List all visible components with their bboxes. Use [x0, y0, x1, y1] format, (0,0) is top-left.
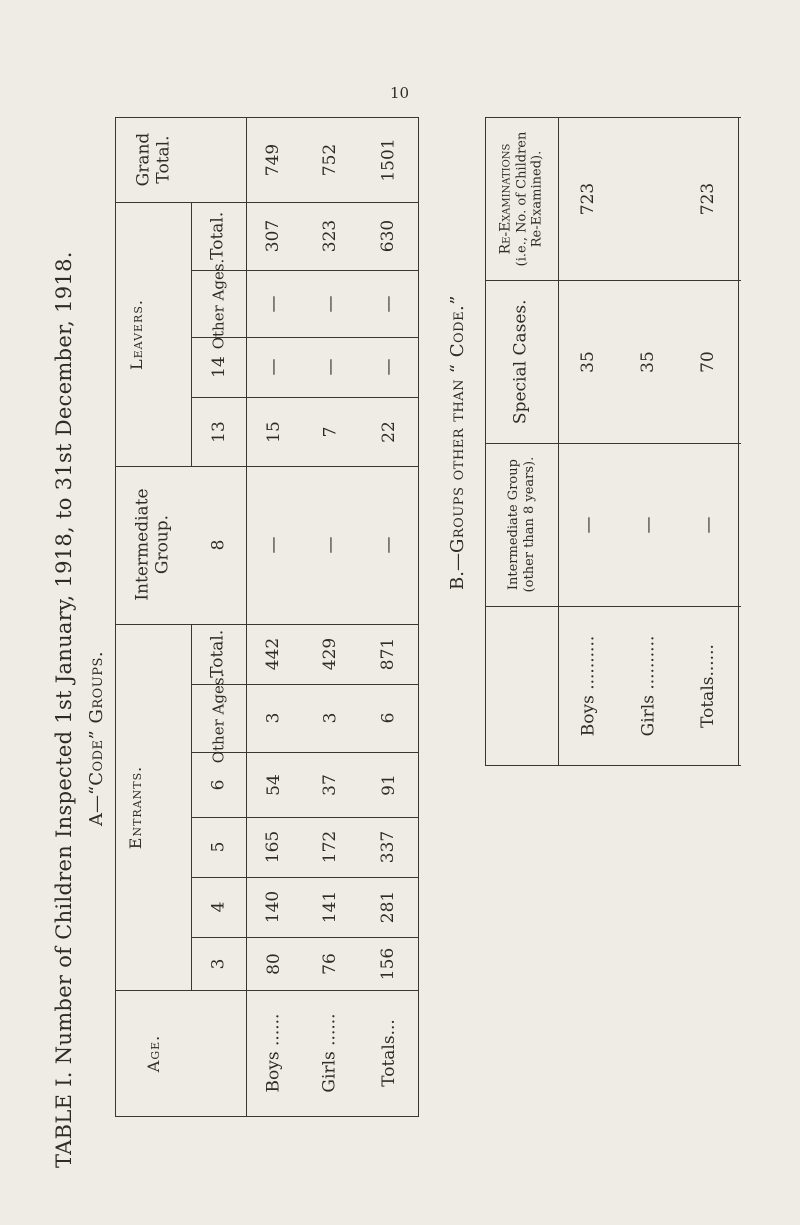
special-totals: 70	[697, 350, 718, 373]
entrants-total-boys: 442	[263, 637, 284, 671]
intermediate-b-boys: —	[578, 516, 598, 533]
leavers-13-girls: 7	[319, 426, 340, 437]
leavers-header: Leavers.	[126, 298, 146, 370]
entrants-4-totals: 281	[378, 890, 399, 924]
table-subtitle	[86, 651, 107, 826]
row-label-boys: Boys ......	[263, 1013, 284, 1093]
row-label-totals: Totals...	[378, 1019, 399, 1087]
leavers-13-totals: 22	[378, 420, 399, 443]
intermediate-b-header: Intermediate Group (other than 8 years).	[505, 456, 537, 593]
leavers-other-boys: —	[263, 295, 284, 312]
entrants-6-totals: 91	[378, 773, 399, 796]
entrants-5-boys: 165	[263, 830, 284, 864]
entrants-3-girls: 76	[319, 952, 340, 975]
leavers-total-girls: 323	[319, 219, 340, 253]
leavers-col-other-ages: Other Ages.	[209, 258, 228, 349]
special-header: Special Cases.	[510, 299, 531, 424]
entrants-header: Entrants.	[126, 765, 146, 849]
reexam-totals: 723	[697, 182, 718, 215]
entrants-other-girls: 3	[319, 712, 340, 724]
reexam-boys: 723	[577, 182, 598, 215]
leavers-14-totals: —	[378, 358, 399, 376]
subtitle-prefix: A—“	[86, 785, 107, 826]
entrants-6-girls: 37	[319, 773, 340, 796]
b-row-label-girls: Girls ..........	[638, 635, 658, 736]
entrants-total-totals: 871	[378, 637, 399, 671]
other-groups-table	[485, 117, 741, 767]
entrants-col-total: Total.	[207, 629, 228, 679]
entrants-other-totals: 6	[378, 712, 399, 724]
table-title: TABLE I. Number of Children Inspected 1st January, 1918, to 31st December, 1918.	[52, 251, 76, 1168]
code-groups-table	[115, 117, 419, 1117]
subtitle-code: Code	[86, 739, 107, 786]
leavers-14-boys: —	[263, 358, 284, 376]
grand-total-header: Grand Total.	[132, 132, 173, 187]
entrants-other-boys: 3	[263, 712, 284, 724]
entrants-total-girls: 429	[319, 637, 340, 671]
entrants-4-boys: 140	[263, 890, 284, 924]
subtitle-suffix: ” Groups.	[86, 650, 107, 740]
table-b-title: B.—Groups other than “ Code.”	[446, 294, 468, 590]
special-boys: 35	[577, 350, 598, 373]
page-number: 10	[390, 84, 410, 102]
grand-total-girls: 752	[319, 143, 340, 176]
entrants-col-5: 5	[208, 841, 229, 853]
entrants-col-3: 3	[208, 958, 229, 969]
entrants-3-boys: 80	[263, 952, 284, 975]
leavers-col-total: Total.	[207, 211, 228, 261]
intermediate-girls: —	[320, 536, 340, 554]
entrants-5-girls: 172	[319, 830, 340, 864]
reexam-girls	[618, 117, 678, 280]
reexam-header: Re-Examinations (i.e., No. of Children Re-Examined).	[497, 131, 545, 266]
entrants-3-totals: 156	[378, 947, 399, 980]
leavers-13-boys: 15	[263, 420, 284, 443]
intermediate-header: Intermediate Group.	[132, 488, 173, 602]
leavers-other-totals: —	[378, 295, 399, 312]
intermediate-b-girls: —	[638, 516, 658, 533]
entrants-5-totals: 337	[378, 830, 399, 864]
grand-total-boys: 749	[263, 143, 284, 176]
leavers-col-13: 13	[208, 420, 229, 443]
leavers-col-14: 14	[208, 356, 229, 378]
entrants-col-6: 6	[208, 779, 229, 790]
entrants-6-boys: 54	[263, 773, 284, 796]
grand-total-totals: 1501	[378, 137, 399, 182]
entrants-col-other-ages: Other Ages.	[209, 672, 228, 764]
leavers-14-girls: —	[320, 358, 340, 376]
intermediate-totals: —	[378, 536, 399, 554]
intermediate-boys: —	[263, 536, 284, 554]
intermediate-b-totals: —	[698, 516, 718, 533]
b-row-label-boys: Boys ..........	[578, 635, 598, 736]
b-row-label-totals: Totals......	[698, 643, 718, 728]
row-label-girls: Girls ......	[320, 1013, 341, 1093]
age-header: Age.	[144, 1034, 163, 1072]
entrants-col-4: 4	[208, 901, 229, 913]
entrants-4-girls: 141	[319, 890, 340, 924]
special-girls: 35	[637, 350, 658, 373]
intermediate-col-8: 8	[208, 539, 229, 551]
leavers-total-boys: 307	[263, 219, 284, 253]
leavers-other-girls: —	[320, 295, 340, 312]
leavers-total-totals: 630	[378, 219, 399, 253]
